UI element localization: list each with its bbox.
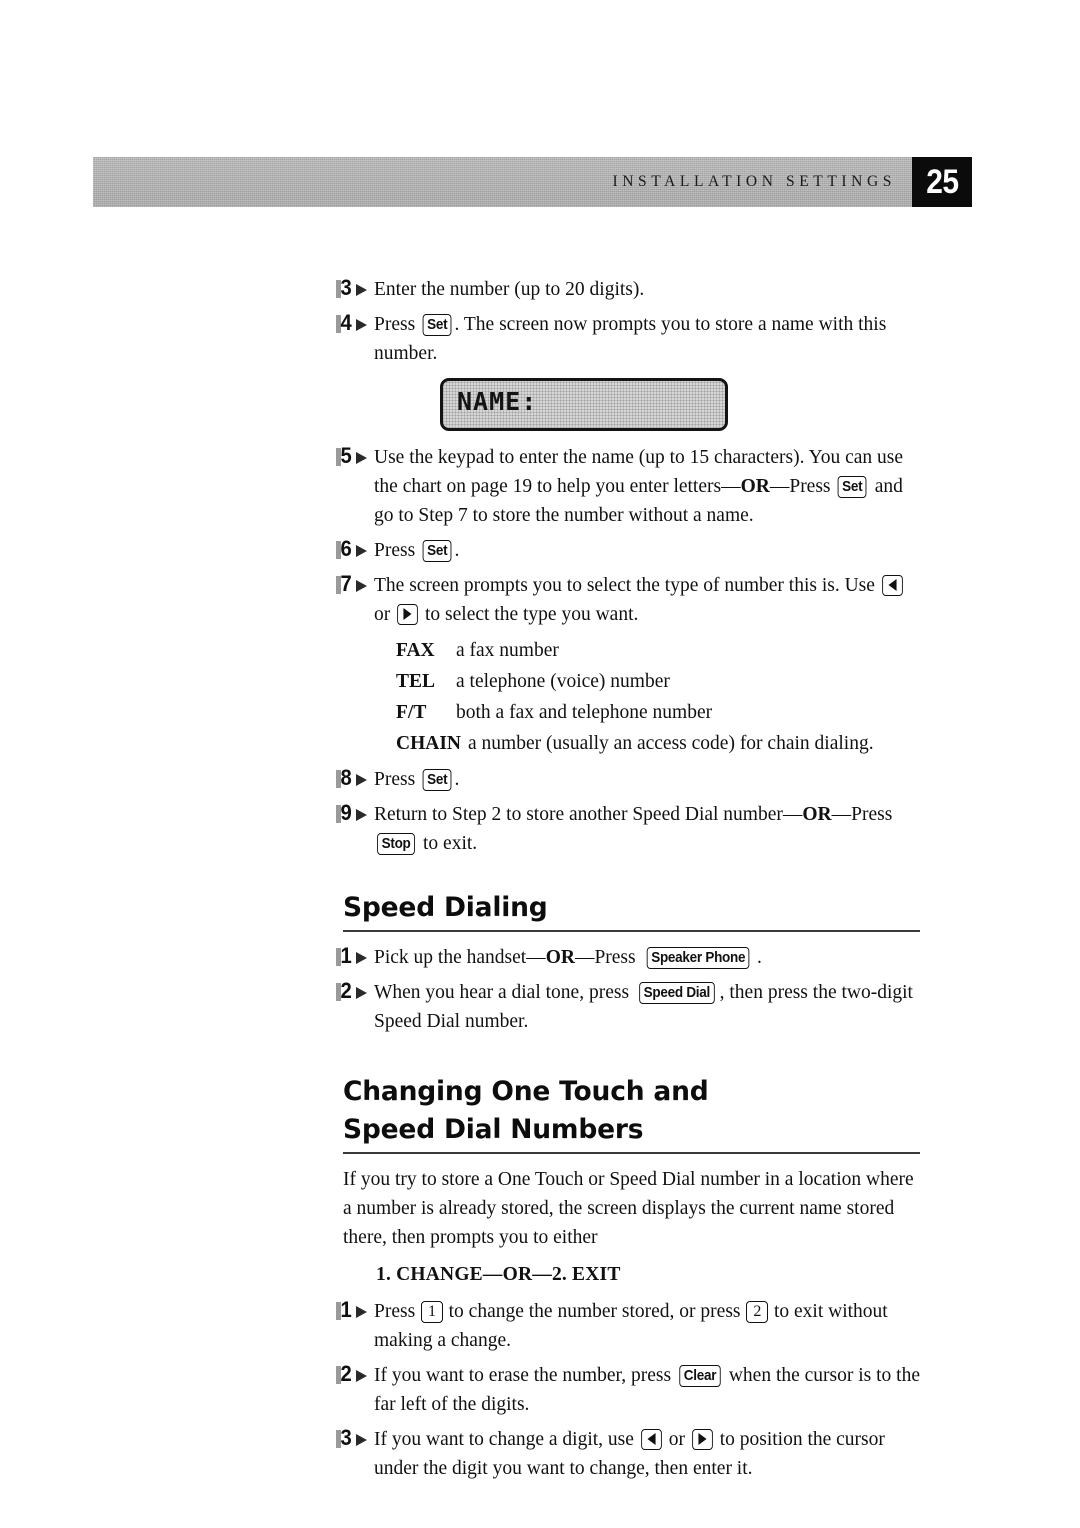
step-text <box>374 765 920 794</box>
step-text-part: or <box>663 1429 690 1450</box>
step-item <box>336 1425 920 1483</box>
section-heading-line-2: Speed Dial Numbers <box>343 1114 644 1145</box>
step-number-marker <box>336 1426 374 1453</box>
number-type-desc: a telephone (voice) number <box>456 671 670 692</box>
step-text <box>374 943 920 972</box>
step-text-part: Press <box>374 1301 421 1322</box>
number-type-row <box>396 697 920 728</box>
step-item <box>336 536 920 565</box>
page-number: 25 <box>925 162 959 201</box>
heading-rule <box>343 930 920 932</box>
number-type-desc: both a fax and telephone number <box>456 702 713 723</box>
step-text <box>374 571 920 629</box>
step-number-marker <box>336 276 374 303</box>
step-number: 3 <box>340 275 352 300</box>
or-emphasis: OR <box>545 947 575 968</box>
step-number: 6 <box>340 536 352 561</box>
marker-flag-icon <box>356 987 367 999</box>
header-band <box>93 157 912 207</box>
step-text-part: , then press the two-digit Speed Dial number. <box>374 982 913 1032</box>
step-text-part: or <box>374 604 396 625</box>
key-left-arrow[interactable] <box>641 1429 662 1450</box>
key-right-arrow[interactable] <box>397 604 418 625</box>
header-title: INSTALLATION SETTINGS <box>612 173 896 190</box>
number-type-row <box>396 728 920 759</box>
step-text-part: to change the number stored, or press <box>443 1301 746 1322</box>
step-text <box>374 310 920 368</box>
step-number: 8 <box>340 765 352 790</box>
step-text-part: Pick up the handset— <box>374 947 546 968</box>
step-number-marker <box>336 1298 374 1325</box>
step-number-marker <box>336 944 374 971</box>
step-text <box>374 800 920 858</box>
key-clear[interactable]: Clear <box>679 1365 720 1387</box>
step-item <box>336 800 920 858</box>
step-text <box>374 1297 920 1355</box>
number-type-desc: a number (usually an access code) for chain dialing. <box>468 733 874 754</box>
step-item <box>336 310 920 368</box>
key-digit-1[interactable]: 1 <box>421 1301 443 1323</box>
number-type-list <box>336 635 920 759</box>
step-number: 5 <box>340 443 352 468</box>
section-heading: Speed Dialing <box>343 892 548 923</box>
step-number-marker <box>336 537 374 564</box>
key-set[interactable]: Set <box>423 540 452 562</box>
step-text <box>374 1361 920 1419</box>
lcd-display <box>440 378 728 431</box>
step-text-part: Press <box>374 769 421 790</box>
step-number-marker <box>336 979 374 1006</box>
step-item <box>336 571 920 629</box>
left-arrow-icon <box>647 1433 655 1445</box>
or-emphasis: OR <box>802 804 832 825</box>
page-header <box>93 157 972 207</box>
marker-flag-icon <box>356 284 367 296</box>
step-number: 7 <box>340 571 352 596</box>
step-number-marker <box>336 766 374 793</box>
step-item <box>336 275 920 304</box>
step-text-part: and go to Step 7 to store the number without a name. <box>374 476 903 526</box>
step-text-part: . <box>454 540 460 561</box>
marker-flag-icon <box>356 545 367 557</box>
step-text-part: to exit without making a change. <box>374 1301 888 1351</box>
number-type-row <box>396 635 920 666</box>
marker-flag-icon <box>356 1434 367 1446</box>
step-text-part: If you want to change a digit, use <box>374 1429 639 1450</box>
step-number: 1 <box>340 1297 352 1322</box>
marker-flag-icon <box>356 774 367 786</box>
number-type-term: TEL <box>396 671 436 692</box>
step-number: 1 <box>340 943 352 968</box>
step-number: 2 <box>340 1361 352 1386</box>
step-text-part: Return to Step 2 to store another Speed Dial number— <box>374 804 803 825</box>
step-text-part: Enter the number (up to 20 digits). <box>374 279 645 300</box>
step-text-part: when the cursor is to the far left of the digits. <box>374 1365 920 1415</box>
marker-flag-icon <box>356 319 367 331</box>
section-changing-numbers <box>336 1076 920 1483</box>
step-text-part: to position the cursor under the digit you want to change, then enter it. <box>374 1429 885 1479</box>
section-heading-line-1: Changing One Touch and <box>343 1076 709 1107</box>
key-stop[interactable]: Stop <box>377 833 415 855</box>
step-text-part: —Press <box>574 947 641 968</box>
step-text-part: If you want to erase the number, press <box>374 1365 676 1386</box>
step-text-part: Press <box>374 314 421 335</box>
step-number-marker <box>336 572 374 599</box>
step-item <box>336 765 920 794</box>
number-type-term: F/T <box>396 702 427 723</box>
key-set[interactable]: Set <box>423 314 452 336</box>
step-text <box>374 443 920 530</box>
step-number-marker <box>336 311 374 338</box>
step-text-part: The screen prompts you to select the type of number this is. Use <box>374 575 880 596</box>
key-speaker-phone[interactable]: Speaker Phone <box>647 947 750 969</box>
number-type-row <box>396 666 920 697</box>
step-number-marker <box>336 801 374 828</box>
step-text <box>374 536 920 565</box>
number-type-term: CHAIN <box>396 733 462 754</box>
step-text <box>374 1425 920 1483</box>
marker-flag-icon <box>356 809 367 821</box>
step-number-marker <box>336 444 374 471</box>
number-type-term: FAX <box>396 640 435 661</box>
step-text-part: Use the keypad to enter the name (up to 15 characters). You can use the chart on page 19 to help you enter letters— <box>374 447 904 497</box>
intro-paragraph: If you try to store a One Touch or Speed Dial number in a location where a number is already stored, the screen displays the current name stored there, then prompts you to either <box>343 1169 914 1248</box>
lcd-display-text: NAME: <box>457 387 538 416</box>
key-speed-dial[interactable]: Speed Dial <box>639 982 714 1004</box>
step-text-part: Press <box>374 540 421 561</box>
section-speed-dialing <box>336 892 920 1036</box>
marker-flag-icon <box>356 1306 367 1318</box>
step-number: 9 <box>340 800 352 825</box>
step-text-part: to exit. <box>418 833 478 854</box>
step-text-part: . <box>756 947 762 968</box>
right-arrow-icon <box>404 608 412 620</box>
key-set[interactable]: Set <box>423 769 452 791</box>
step-number-marker <box>336 1362 374 1389</box>
key-digit-2[interactable]: 2 <box>746 1301 768 1323</box>
step-text <box>374 275 920 304</box>
step-text-part: When you hear a dial tone, press <box>374 982 634 1003</box>
marker-flag-icon <box>356 952 367 964</box>
step-number: 3 <box>340 1425 352 1450</box>
step-text-part: —Press <box>831 804 893 825</box>
step-text <box>374 978 920 1036</box>
screen-prompt-options: 1. CHANGE—OR—2. EXIT <box>376 1264 621 1285</box>
step-text-part: to select the type you want. <box>420 604 639 625</box>
step-item <box>336 978 920 1036</box>
key-right-arrow[interactable] <box>692 1429 713 1450</box>
step-text-part: . <box>454 769 460 790</box>
step-number: 2 <box>340 978 352 1003</box>
heading-rule <box>343 1152 920 1154</box>
page-content <box>336 275 920 1489</box>
or-emphasis: OR <box>740 476 770 497</box>
right-arrow-icon <box>698 1433 706 1445</box>
step-text-part: . The screen now prompts you to store a name with this number. <box>374 314 887 364</box>
number-type-desc: a fax number <box>456 640 559 661</box>
step-text-part: —Press <box>769 476 836 497</box>
step-item <box>336 1297 920 1355</box>
marker-flag-icon <box>356 580 367 592</box>
step-item <box>336 443 920 530</box>
left-arrow-icon <box>888 579 896 591</box>
step-number: 4 <box>340 310 352 335</box>
marker-flag-icon <box>356 452 367 464</box>
key-left-arrow[interactable] <box>882 575 903 596</box>
marker-flag-icon <box>356 1370 367 1382</box>
step-item <box>336 1361 920 1419</box>
page-number-box <box>912 157 972 207</box>
key-set[interactable]: Set <box>838 476 867 498</box>
step-item <box>336 943 920 972</box>
